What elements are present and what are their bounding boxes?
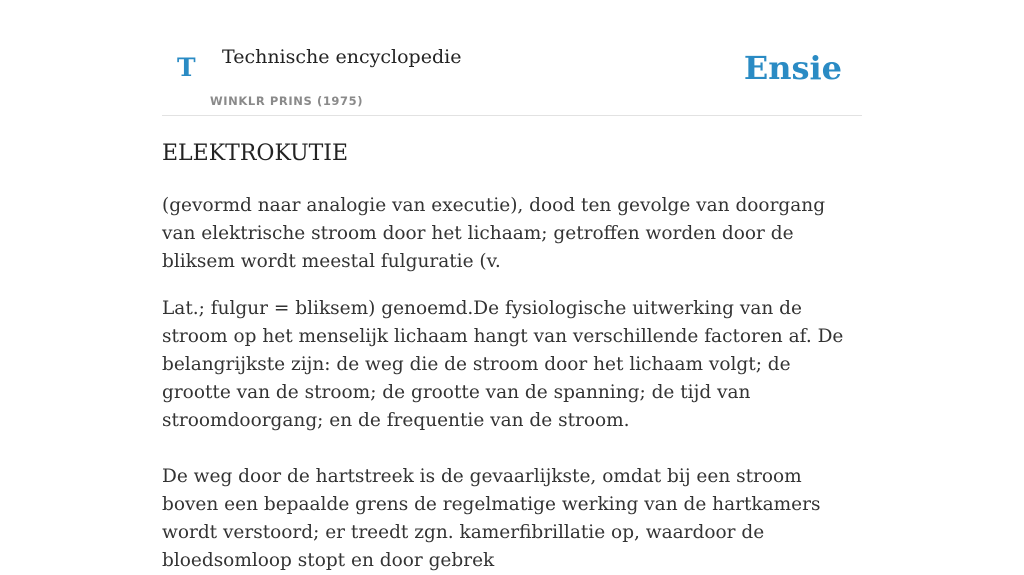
- book-title-link[interactable]: Technische encyclopedie: [222, 46, 462, 68]
- entry-paragraph: De weg door de hartstreek is de gevaarlijkste, omdat bij een stroom boven een bepaalde grens de regelmatige werking van de hartkamers wordt verstoord; er treedt zgn. kamerfibrillatie op, waardoor de bloedsomloop stopt en door gebrek: [162, 466, 821, 571]
- page-container: [162, 0, 862, 571]
- page-header: [162, 0, 862, 116]
- book-logo-icon[interactable]: T: [177, 53, 196, 82]
- ensie-brand-logo[interactable]: Ensie: [743, 49, 842, 87]
- entry-paragraph: Lat.; fulgur = bliksem) genoemd.De fysiologische uitwerking van de stroom op het menselijk lichaam hangt van verschillende factoren af. De belangrijkste zijn: de weg die de stroom door het lichaam volgt; de grootte van de stroom; de grootte van de spanning; de tijd van stroomdoorgang; en de frequentie van de stroom.: [162, 298, 844, 431]
- book-subtitle: WINKLR PRINS (1975): [210, 94, 364, 108]
- entry-title: ELEKTROKUTIE: [162, 141, 349, 166]
- entry-paragraph: (gevormd naar analogie van executie), dood ten gevolge van doorgang van elektrische stroom door het lichaam; getroffen worden door de bliksem wordt meestal fulguratie (v.: [162, 195, 826, 272]
- entry-body: [162, 192, 862, 575]
